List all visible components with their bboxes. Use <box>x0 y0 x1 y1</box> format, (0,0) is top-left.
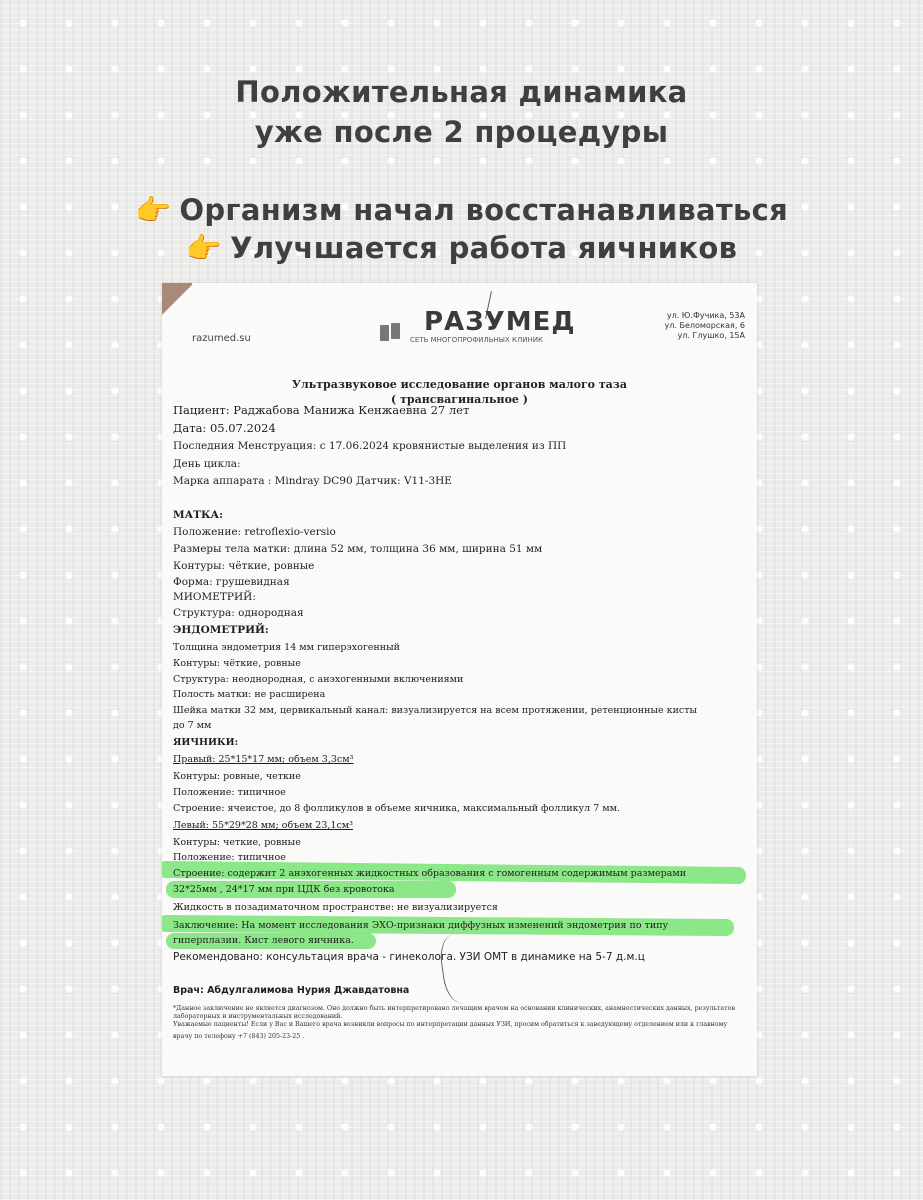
conclusion-line: Заключение: На момент исследования ЭХО-признаки диффузных изменений эндометрия по типу <box>173 920 669 931</box>
report-line: Структура: неоднородная, с анэхогенными включениями <box>173 674 464 685</box>
section-heading: МАТКА: <box>173 509 223 521</box>
footnote-line: Уважаемые пациенты! Если у Вас и Вашего врача возникли вопросы по интерпретации данных УЗИ, просим обратиться к заведующему отделением или к главному <box>173 1021 728 1028</box>
bullet-2 <box>0 228 923 268</box>
section-heading: ЭНДОМЕТРИЙ: <box>173 624 269 636</box>
clinic-site: razumed.su <box>192 333 251 344</box>
report-line: Последния Менструация: с 17.06.2024 кровянистые выделения из ПП <box>173 440 567 452</box>
report-line: Левый: 55*29*28 мм; объем 23,1см³ <box>173 820 353 831</box>
report-line: Положение: типичное <box>173 787 286 798</box>
report-line: Контуры: ровные, четкие <box>173 771 301 782</box>
address-line: ул. Беломорская, 6 <box>664 321 745 330</box>
report-line: Размеры тела матки: длина 52 мм, толщина 36 мм, ширина 51 мм <box>173 543 543 555</box>
report-line: Шейка матки 32 мм, цервикальный канал: визуализируется на всем протяжении, ретенционные кисты <box>173 705 698 716</box>
footnote-line: *Данное заключение не является диагнозом. Оно должно быть интерпретировано лечащим врачом на основании клинических, анамнестических данных, результатов <box>173 1005 735 1012</box>
address-line: ул. Ю.Фучика, 53А <box>666 311 745 320</box>
report-line: Структура: однородная <box>173 607 304 619</box>
section-heading: МИОМЕТРИЙ: <box>173 591 256 603</box>
report-line: до 7 мм <box>173 720 212 731</box>
report-line: Контуры: чёткие, ровные <box>173 560 315 572</box>
signature <box>437 930 487 1005</box>
report-line: Контуры: четкие, ровные <box>173 837 301 848</box>
pointing-hand-icon: 👉 <box>185 231 223 265</box>
report-line: Дата: 05.07.2024 <box>173 421 276 435</box>
report-line: Форма: грушевидная <box>173 576 290 588</box>
report-line: Строение: ячеистое, до 8 фолликулов в объеме яичника, максимальный фолликул 7 мм. <box>173 803 621 814</box>
doctor-line: Врач: Абдулгалимова Нурия Джавдатовна <box>173 985 410 996</box>
clinic-addresses <box>665 311 745 341</box>
report-line-highlighted: Строение: содержит 2 анэхогенных жидкостных образования с гомогенным содержимым размерами <box>173 868 687 879</box>
pointing-hand-icon: 👉 <box>134 193 172 227</box>
conclusion-line: гиперплазии. Кист левого яичника. <box>173 935 354 946</box>
address-line: ул. Глушко, 15А <box>677 331 745 340</box>
report-line: Положение: типичное <box>173 852 286 863</box>
clinic-logo-text: РАЗУМЕД <box>424 307 576 337</box>
report-line: Положение: retroflexio-versio <box>173 526 336 538</box>
bullet-1-text: Организм начал восстанавливаться <box>179 193 788 227</box>
clinic-logo-icon <box>380 323 402 341</box>
clinic-logo-subtitle: СЕТЬ МНОГОПРОФИЛЬНЫХ КЛИНИК <box>410 336 543 344</box>
ultrasound-report-photo <box>162 283 757 1076</box>
headline-line-1: Положительная динамика <box>235 75 688 109</box>
headline-line-2: уже после 2 процедуры <box>254 115 669 149</box>
report-line: Полость матки: не расширена <box>173 689 326 700</box>
report-line: Правый: 25*15*17 мм; объем 3,3см³ <box>173 754 354 765</box>
report-line: Жидкость в позадиматочном пространстве: не визуализируется <box>173 902 498 913</box>
bullet-1 <box>0 190 923 230</box>
report-line: Толщина эндометрия 14 мм гиперэхогенный <box>173 642 400 653</box>
recommendation-line: Рекомендовано: консультация врача - гинеколога. УЗИ ОМТ в динамике на 5-7 д.м.ц <box>173 951 645 963</box>
footnote-line: лабораторных и инструментальных исследований. <box>173 1013 343 1020</box>
report-line: День цикла: <box>173 458 241 470</box>
report-line: Пациент: Раджабова Манижа Кенжаевна 27 лет <box>173 403 470 417</box>
report-line: Контуры: чёткие, ровные <box>173 658 301 669</box>
section-heading: ЯИЧНИКИ: <box>173 737 239 748</box>
report-line: Марка аппарата : Mindray DC90 Датчик: V11-3HE <box>173 475 452 487</box>
paper-corner <box>162 283 192 323</box>
footnote <box>173 1005 747 1041</box>
report-line-highlighted: 32*25мм , 24*17 мм при ЦДК без кровотока <box>173 884 395 895</box>
bullet-2-text: Улучшается работа яичников <box>230 231 738 265</box>
report-subtitle: ( трансвагинальное ) <box>391 393 528 406</box>
footnote-line: врачу по телефону +7 (843) 205-23-25 . <box>173 1033 305 1040</box>
report-title: Ультразвуковое исследование органов малого таза <box>292 378 627 391</box>
